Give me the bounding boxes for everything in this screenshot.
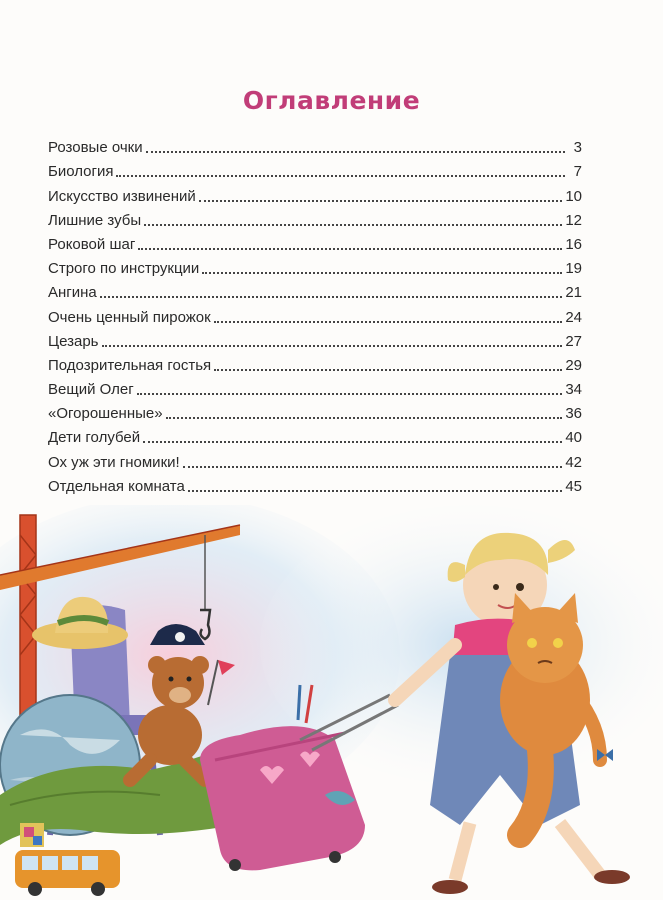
- toc-entry: [48, 328, 582, 352]
- toc-page-number: 27: [565, 332, 582, 350]
- toc-entry: [48, 376, 582, 400]
- toc-entry: [48, 400, 582, 424]
- toc-entry: [48, 473, 582, 497]
- toc-page-number: 29: [565, 356, 582, 374]
- toc-page-number: 40: [565, 429, 582, 447]
- dot-leader: [202, 260, 562, 276]
- toy-cube-icon: [20, 823, 44, 847]
- dot-leader: [144, 212, 562, 228]
- toc-page-number: 42: [565, 453, 582, 471]
- toc-entry-title: Очень ценный пирожок: [48, 308, 211, 326]
- dot-leader: [188, 478, 562, 494]
- toc-entry: [48, 207, 582, 231]
- toc-entry-title: Вещий Олег: [48, 381, 134, 399]
- toc-page-number: 12: [565, 211, 582, 229]
- toc-entry-title: Ангина: [48, 284, 97, 302]
- toc-entry: [48, 424, 582, 448]
- toy-bus-icon: [15, 850, 120, 896]
- toc-entry: [48, 231, 582, 255]
- toc-entry: [48, 352, 582, 376]
- toc-entry: [48, 134, 582, 158]
- illustration: [0, 505, 663, 900]
- toc-page-number: 7: [573, 163, 582, 181]
- toc-page-number: 10: [565, 187, 582, 205]
- toc-page-number: 24: [565, 308, 582, 326]
- dot-leader: [143, 429, 562, 445]
- toc-entry-title: Подозрительная гостья: [48, 356, 212, 374]
- toc-entry-title: Отдельная комната: [48, 477, 185, 495]
- toc-entry-title: Лишние зубы: [48, 211, 142, 229]
- dot-leader: [214, 309, 563, 325]
- toc-entry-title: Биология: [48, 163, 114, 181]
- toc-entry-title: Роковой шаг: [48, 235, 136, 253]
- toc-entry-title: Искусство извинений: [48, 187, 196, 205]
- toc-entry: [48, 158, 582, 182]
- toc-page-number: 36: [565, 405, 582, 423]
- toc-entry-title: Ох уж эти гномики!: [48, 453, 180, 471]
- toc-entry-title: Розовые очки: [48, 139, 143, 157]
- toc-page-number: 3: [573, 139, 582, 157]
- dot-leader: [137, 381, 563, 397]
- toc-page-number: 19: [565, 260, 582, 278]
- dot-leader: [102, 333, 563, 349]
- dot-leader: [199, 188, 563, 204]
- toc-entry-title: «Огорошенные»: [48, 405, 163, 423]
- toc-entry: [48, 255, 582, 279]
- toc-page-number: 16: [565, 235, 582, 253]
- page-title: Оглавление: [242, 86, 421, 115]
- toc-page-number: 21: [565, 284, 582, 302]
- dot-leader: [116, 163, 565, 179]
- toc-page-number: 34: [565, 381, 582, 399]
- dot-leader: [214, 357, 562, 373]
- toc-entry-title: Цезарь: [48, 332, 99, 350]
- toc-entry: [48, 279, 582, 303]
- toc-entry-title: Строго по инструкции: [48, 260, 200, 278]
- toc-page-number: 45: [565, 477, 582, 495]
- dot-leader: [166, 405, 563, 421]
- table-of-contents: [48, 134, 582, 497]
- toc-entry: [48, 182, 582, 206]
- dot-leader: [100, 284, 563, 300]
- toc-entry-title: Дети голубей: [48, 429, 141, 447]
- toc-entry: [48, 303, 582, 327]
- toc-entry: [48, 448, 582, 472]
- dot-leader: [183, 454, 563, 470]
- dot-leader: [138, 236, 562, 252]
- dot-leader: [146, 139, 565, 155]
